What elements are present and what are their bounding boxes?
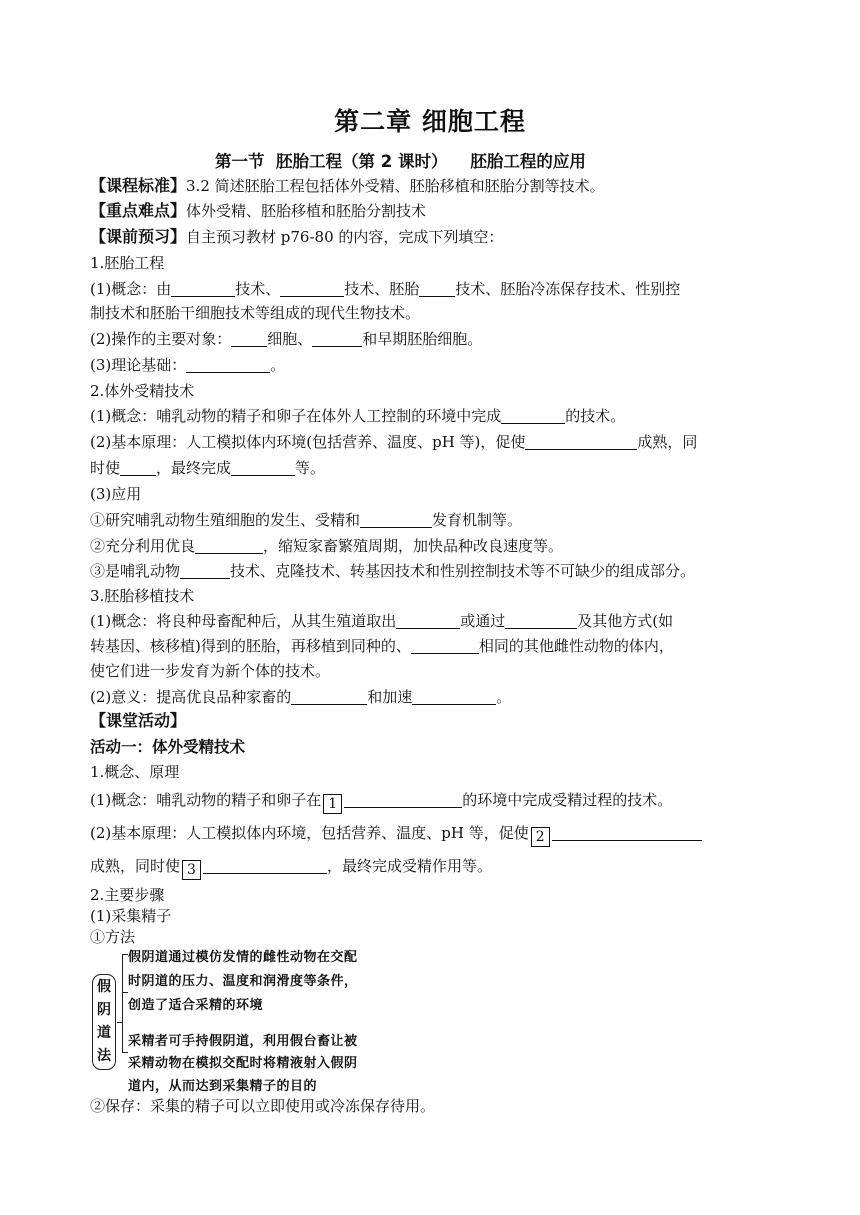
- text: 转基因、核移植)得到的胚胎，再移植到同种的、: [90, 637, 411, 655]
- preview-label: 【课前预习】: [90, 227, 187, 246]
- s1-concept-line-2: 制技术和胚胎干细胞技术等组成的现代生物技术。: [90, 304, 421, 322]
- text: 细胞、: [267, 330, 313, 348]
- section-subtitle: 第一节 胚胎工程（第 2 课时） 胚胎工程的应用: [215, 152, 586, 171]
- fill-blank[interactable]: [411, 637, 479, 654]
- course-standard-label: 【课程标准】: [90, 176, 187, 195]
- text: 技术、胚胎冷冻保存技术、性别控: [455, 280, 681, 298]
- text: (2)基本原理：人工模拟体内环境(包括营养、温度、pH 等)，促使: [90, 433, 526, 451]
- text: (1)概念：由: [90, 280, 172, 298]
- chapter-title: 第二章 细胞工程: [334, 107, 526, 136]
- text: 成熟，同时使: [90, 857, 181, 875]
- s1-object-line: [90, 329, 482, 349]
- s2-app-3: [90, 561, 695, 581]
- fill-blank[interactable]: [231, 459, 295, 476]
- diagram-text-5: 采精动物在模拟交配时将精液射入假阴: [128, 1056, 358, 1071]
- text: 技术、克隆技术、转基因技术和性别控制技术等不可缺少的组成部分。: [230, 562, 696, 580]
- answer-number-box: 3: [182, 860, 201, 880]
- course-standard-line: [90, 176, 605, 196]
- activity-concept-line: [90, 790, 672, 814]
- fill-blank[interactable]: [203, 857, 327, 874]
- method-box: [92, 974, 116, 1070]
- fill-blank[interactable]: [231, 330, 267, 347]
- text: ，缩短家畜繁殖周期，加快品种改良速度等。: [263, 537, 564, 555]
- preview-line: [90, 227, 503, 247]
- s2-principle-line: [90, 432, 697, 452]
- s2-heading: 2.体外受精技术: [90, 382, 195, 400]
- diagram-text-3: 创造了适合采精的环境: [128, 998, 264, 1013]
- text: 的环境中完成受精过程的技术。: [462, 791, 673, 809]
- fill-blank[interactable]: [412, 688, 496, 705]
- fill-blank[interactable]: [501, 407, 565, 424]
- activity-title: 活动一：体外受精技术: [90, 738, 246, 756]
- box-char: 阴: [97, 1002, 111, 1018]
- s2-principle-line-2: [90, 458, 325, 478]
- activity-h3: (1)采集精子: [90, 907, 172, 925]
- text: (1)概念：将良种母畜配种后，从其生殖道取出: [90, 612, 397, 630]
- diagram-text-4: 采精者可手持假阴道，利用假台畜让被: [128, 1034, 358, 1049]
- text: (2)操作的主要对象：: [90, 330, 232, 348]
- bracket-top: [122, 954, 123, 992]
- box-char: 假: [97, 979, 111, 995]
- key-points-text: 体外受精、胚胎移植和胚胎分割技术: [186, 202, 427, 220]
- fill-blank[interactable]: [344, 791, 462, 808]
- s2-app-2: [90, 536, 563, 556]
- s3-concept-line-3: 使它们进一步发育为新个体的技术。: [90, 662, 331, 680]
- text: 发育机制等。: [432, 511, 523, 529]
- s3-heading: 3.胚胎移植技术: [90, 587, 195, 605]
- text: (1)概念：哺乳动物的精子和卵子在: [90, 791, 322, 809]
- fill-blank[interactable]: [312, 330, 362, 347]
- fill-blank[interactable]: [195, 537, 263, 554]
- s3-meaning-line: [90, 687, 511, 707]
- s1-heading: 1.胚胎工程: [90, 254, 165, 272]
- fill-blank[interactable]: [171, 280, 235, 297]
- answer-number-box: 2: [531, 827, 550, 847]
- text: 技术、胚胎: [344, 280, 420, 298]
- s2-application-heading: (3)应用: [90, 485, 142, 503]
- text: 技术、: [235, 280, 281, 298]
- text: 和早期胚胎细胞。: [362, 330, 483, 348]
- box-char: 道: [97, 1025, 111, 1041]
- preview-text: 自主预习教材 p76-80 的内容，完成下列填空：: [186, 228, 504, 246]
- box-char: 法: [97, 1048, 111, 1064]
- text: ②充分利用优良: [90, 537, 196, 555]
- text: (2)基本原理：人工模拟体内环境，包括营养、温度、pH 等，促使: [90, 824, 529, 842]
- text: ，最终完成: [156, 459, 232, 477]
- s1-theory-line: [90, 355, 285, 375]
- activity-label: 【课堂活动】: [90, 711, 187, 730]
- text: 和加速: [367, 688, 413, 706]
- activity-principle-line: [90, 823, 702, 847]
- fill-blank[interactable]: [505, 612, 577, 629]
- diagram-text-2: 时阴道的压力、温度和润滑度等条件，: [128, 974, 358, 989]
- save-line: ②保存：采集的精子可以立即使用或冷冻保存待用。: [90, 1097, 436, 1115]
- text: 等。: [295, 459, 326, 477]
- diagram-text-1: 假阴道通过模仿发情的雌性动物在交配: [128, 950, 358, 965]
- fill-blank[interactable]: [120, 459, 156, 476]
- text: (1)概念：哺乳动物的精子和卵子在体外人工控制的环境中完成: [90, 407, 502, 425]
- text: 或通过: [460, 612, 506, 630]
- artificial-vagina-method-diagram: [90, 944, 430, 1094]
- s2-concept-line: [90, 406, 625, 426]
- text: ①研究哺乳动物生殖细胞的发生、受精和: [90, 511, 361, 529]
- fill-blank[interactable]: [396, 612, 460, 629]
- text: 时使: [90, 459, 121, 477]
- s3-concept-line: [90, 611, 673, 631]
- fill-blank[interactable]: [186, 356, 270, 373]
- fill-blank[interactable]: [525, 433, 637, 450]
- text: 及其他方式(如: [577, 612, 674, 630]
- activity-h1: 1.概念、原理: [90, 763, 180, 781]
- activity-h4: ①方法: [90, 928, 136, 946]
- fill-blank[interactable]: [360, 511, 432, 528]
- s3-concept-line-2: [90, 636, 674, 656]
- activity-principle-line-2: [90, 856, 492, 880]
- answer-number-box: 1: [323, 794, 342, 814]
- fill-blank[interactable]: [280, 280, 344, 297]
- fill-blank[interactable]: [419, 280, 455, 297]
- text: 成熟，同: [637, 433, 698, 451]
- s2-app-1: [90, 510, 522, 530]
- key-points-label: 【重点难点】: [90, 201, 187, 220]
- text: 的技术。: [565, 407, 626, 425]
- key-points-line: [90, 201, 426, 221]
- course-standard-text: 3.2 简述胚胎工程包括体外受精、胚胎移植和胚胎分割等技术。: [186, 177, 605, 195]
- bracket-bottom: [122, 992, 123, 1052]
- text: ，最终完成受精作用等。: [327, 857, 493, 875]
- diagram-text-6: 道内，从而达到采集精子的目的: [128, 1079, 318, 1094]
- fill-blank[interactable]: [180, 562, 230, 579]
- text: (3)理论基础：: [90, 356, 187, 374]
- text: 。: [496, 688, 512, 706]
- fill-blank[interactable]: [552, 824, 702, 841]
- s1-concept-line: [90, 279, 680, 299]
- text: 相同的其他雌性动物的体内，: [478, 637, 674, 655]
- activity-h2: 2.主要步骤: [90, 886, 165, 904]
- text: ③是哺乳动物: [90, 562, 181, 580]
- text: 。: [270, 356, 286, 374]
- text: (2)意义：提高优良品种家畜的: [90, 688, 292, 706]
- fill-blank[interactable]: [291, 688, 367, 705]
